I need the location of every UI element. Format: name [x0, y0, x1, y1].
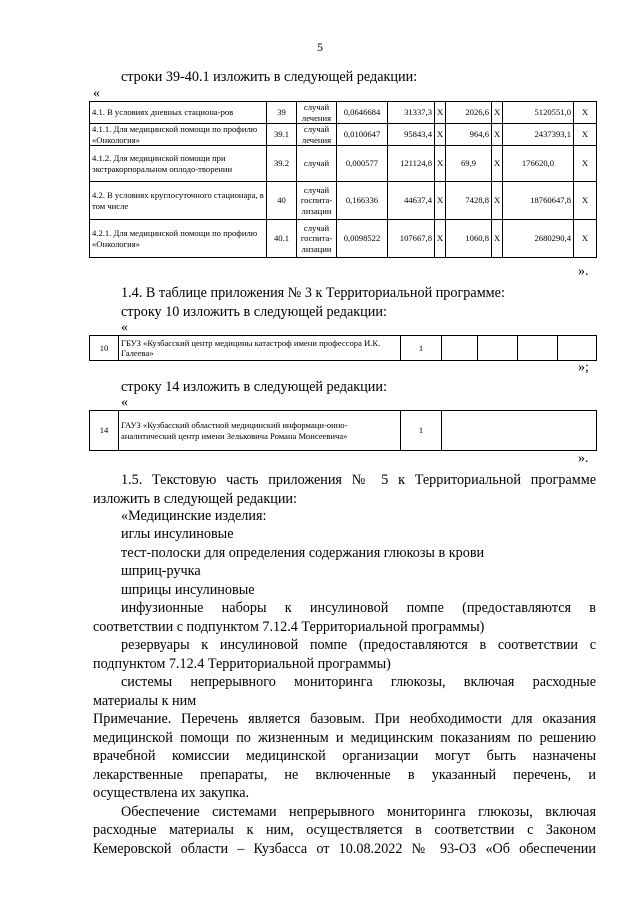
monitoring-line2: материалы к ним [93, 693, 197, 709]
note-line2: медицинской помощи по жизненным и медицинским показаниям по решению [93, 730, 596, 746]
row-x1: Х [435, 102, 446, 124]
row10-name: ГБУЗ «Кузбасский центр медицины катастроф имени профессора И.К. Галеева» [119, 336, 401, 361]
empty-cell [518, 336, 558, 361]
row-v2: 95843,4 [388, 124, 435, 146]
quote-open-1: « [93, 86, 100, 101]
final-line2: расходные материалы к ним, осуществляется в соответствии с Законом [93, 822, 596, 838]
row-v1: 0,0646684 [337, 102, 388, 124]
row10-value: 1 [401, 336, 442, 361]
empty-cell [442, 336, 478, 361]
table-row-14 [89, 410, 597, 451]
row-name: 4.1.1. Для медицинской помощи по профилю «Онкология» [90, 124, 267, 146]
row-v4: 176620,0 [503, 146, 574, 182]
intro-rows-text: строки 39-40.1 изложить в следующей редакции: [121, 69, 418, 85]
row-x2: Х [492, 102, 503, 124]
row-v2: 44637,4 [388, 182, 435, 220]
row-v3: 964,6 [446, 124, 492, 146]
table-row [90, 411, 597, 451]
row-x1: Х [435, 182, 446, 220]
page-number: 5 [317, 40, 323, 54]
quote-close-2: »; [578, 360, 589, 375]
section-1-5-line2: изложить в следующей редакции: [93, 491, 297, 507]
intro-row14-text: строку 14 изложить в следующей редакции: [121, 379, 387, 395]
table-row-10 [89, 335, 597, 361]
note-line4: лекарственные препараты, не включенные в указанный перечень, и [93, 767, 596, 783]
infusion-line2: соответствии с подпунктом 7.12.4 Территориальной программы) [93, 619, 485, 635]
row-name: 4.2. В условиях круглосуточного стационара, в том числе [90, 182, 267, 220]
row-v4: 5120551,0 [503, 102, 574, 124]
empty-cell [558, 336, 597, 361]
row-v1: 0,0100647 [337, 124, 388, 146]
row-x3: Х [574, 182, 597, 220]
table-row [90, 220, 597, 258]
row-name: 4.1. В условиях дневных стациона-ров [90, 102, 267, 124]
note-line1: Примечание. Перечень является базовым. При необходимости для оказания [93, 711, 596, 727]
empty-cell [478, 336, 518, 361]
row-unit: случай [297, 146, 337, 182]
row-v1: 0,166336 [337, 182, 388, 220]
row14-name: ГАУЗ «Кузбасский областной медицинский информаци-онно-аналитический центр имени Зельковича Романа Моисеевича» [119, 411, 401, 451]
row-v2: 121124,8 [388, 146, 435, 182]
row-name: 4.1.2. Для медицинской помощи при экстракорпоральном оплодо-творении [90, 146, 267, 182]
row-x3: Х [574, 124, 597, 146]
monitoring-line1: системы непрерывного мониторинга глюкозы, включая расходные [121, 674, 596, 690]
list-item: «Медицинские изделия: [121, 508, 267, 524]
quote-open-3: « [121, 395, 128, 410]
row-x3: Х [574, 220, 597, 258]
row-x2: Х [492, 146, 503, 182]
quote-open-2: « [121, 320, 128, 335]
final-line1: Обеспечение системами непрерывного мониторинга глюкозы, включая [121, 804, 596, 820]
row-num: 39.1 [267, 124, 297, 146]
row-x2: Х [492, 182, 503, 220]
section-1-4-line1: 1.4. В таблице приложения № 3 к Территориальной программе: [121, 285, 505, 301]
row-v2: 31337,3 [388, 102, 435, 124]
note-line5: осуществлена их закупка. [93, 785, 250, 801]
row-v3: 7428,8 [446, 182, 492, 220]
list-item: тест-полоски для определения содержания глюкозы в крови [121, 545, 485, 561]
row-num: 39.2 [267, 146, 297, 182]
row-unit: случай госпита-лизации [297, 182, 337, 220]
empty-cell [442, 411, 597, 451]
table-row [90, 124, 597, 146]
row-x2: Х [492, 220, 503, 258]
table-row [90, 182, 597, 220]
final-line3: Кемеровской области – Кузбасса от 10.08.2022 № 93-ОЗ «Об обеспечении [93, 841, 596, 857]
row-v2: 107667,8 [388, 220, 435, 258]
row-name: 4.2.1. Для медицинской помощи по профилю «Онкология» [90, 220, 267, 258]
row-x1: Х [435, 124, 446, 146]
section-1-5-line1: 1.5. Текстовую часть приложения № 5 к Территориальной программе [121, 472, 596, 488]
note-line3: врачебной комиссии медицинской организации могут быть назначены [93, 748, 596, 764]
row-x1: Х [435, 220, 446, 258]
list-item: шприцы инсулиновые [121, 582, 255, 598]
row-num: 40.1 [267, 220, 297, 258]
row-unit: случай госпита-лизации [297, 220, 337, 258]
row14-num: 14 [90, 411, 119, 451]
quote-close-3: ». [578, 451, 589, 466]
table-row [90, 146, 597, 182]
row-x3: Х [574, 102, 597, 124]
list-item: шприц-ручка [121, 563, 201, 579]
reservoirs-line2: подпунктом 7.12.4 Территориальной программы) [93, 656, 391, 672]
row-v1: 0,000577 [337, 146, 388, 182]
row-v4: 18760647,8 [503, 182, 574, 220]
table-row [90, 102, 597, 124]
row10-num: 10 [90, 336, 119, 361]
infusion-line1: инфузионные наборы к инсулиновой помпе (предоставляются в [121, 600, 596, 616]
row-v1: 0,0098522 [337, 220, 388, 258]
row-v4: 2437393,1 [503, 124, 574, 146]
row14-value: 1 [401, 411, 442, 451]
row-v3: 1060,8 [446, 220, 492, 258]
row-x2: Х [492, 124, 503, 146]
row-unit: случай лечения [297, 102, 337, 124]
quote-close-1: ». [578, 264, 589, 279]
section-1-4-line2: строку 10 изложить в следующей редакции: [121, 304, 387, 320]
row-num: 40 [267, 182, 297, 220]
table-rows-39-40 [89, 101, 597, 258]
row-x1: Х [435, 146, 446, 182]
row-x3: Х [574, 146, 597, 182]
row-v3: 69,9 [446, 146, 492, 182]
table-row [90, 336, 597, 361]
row-v3: 2026,6 [446, 102, 492, 124]
list-item: иглы инсулиновые [121, 526, 234, 542]
reservoirs-line1: резервуары к инсулиновой помпе (предоставляются в соответствии с [121, 637, 596, 653]
row-num: 39 [267, 102, 297, 124]
row-v4: 2680290,4 [503, 220, 574, 258]
row-unit: случай лечения [297, 124, 337, 146]
